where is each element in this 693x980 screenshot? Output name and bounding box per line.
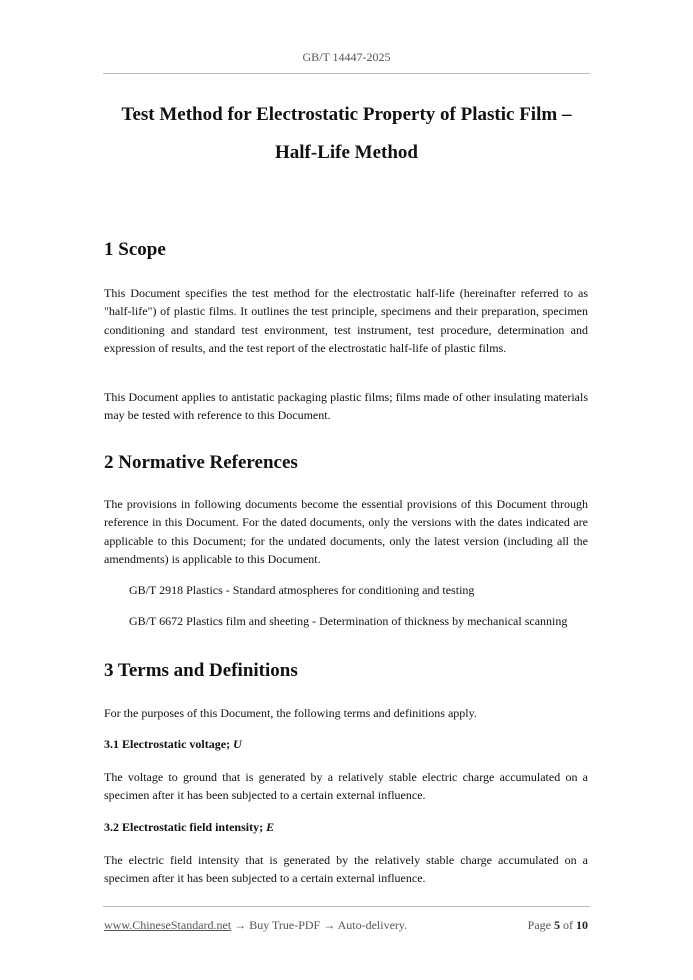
arrow-icon: →	[320, 918, 338, 932]
document-title-line1: Test Method for Electrostatic Property of Plastic Film –	[121, 104, 572, 125]
document-title-line2: Half-Life Method	[274, 142, 418, 163]
term-3-1-definition: The voltage to ground that is generated by a relatively stable electric charge accumulated on a specimen after it has been subjected to a certain external influence.	[104, 770, 588, 803]
normative-paragraph: The provisions in following documents become the essential provisions of this Document through reference in this Document. For the dated documents, only the versions with the dates indicated are applicable to this Document; for the undated documents, only the latest version (including all the amendments) is applicable to this Document.	[104, 497, 588, 566]
term-3-1-symbol: U	[233, 737, 242, 751]
term-3-1-label: 3.1 Electrostatic voltage;	[104, 737, 234, 751]
scope-paragraph-1: This Document specifies the test method for the electrostatic half-life (hereinafter referred to as "half-life") of plastic films. It outlines the test principle, specimens and their preparation, specimen conditioning and standard test environment, test instrument, test procedure, determination and expression of results, and the test report of the electrostatic half-life of plastic films.	[104, 286, 588, 355]
normative-reference-1: GB/T 2918 Plastics - Standard atmospheres for conditioning and testing	[129, 583, 475, 597]
term-3-1-title	[104, 737, 242, 752]
page-total: 10	[576, 918, 588, 932]
page-prefix: Page	[527, 918, 554, 932]
document-id-header: GB/T 14447-2025	[302, 50, 391, 64]
section-heading-terms-definitions: 3 Terms and Definitions	[104, 660, 298, 681]
section-heading-scope: 1 Scope	[104, 239, 166, 260]
footer-divider	[103, 906, 590, 907]
term-3-2-symbol: E	[266, 820, 275, 834]
page-footer	[104, 918, 588, 933]
arrow-icon: →	[231, 918, 250, 932]
term-3-2-definition: The electric field intensity that is generated by the relatively stable charge accumulated on a specimen after it has been subjected to a certain external influence.	[104, 853, 588, 886]
website-link[interactable]: www.ChineseStandard.net	[104, 918, 232, 932]
header-divider	[103, 73, 590, 74]
buy-pdf-link[interactable]: Buy True-PDF	[249, 918, 321, 932]
scope-paragraph-2: This Document applies to antistatic packaging plastic films; films made of other insulating materials may be tested with reference to this Document.	[104, 390, 588, 423]
normative-reference-2: GB/T 6672 Plastics film and sheeting - Determination of thickness by mechanical scanning	[129, 614, 568, 628]
page-current: 5	[554, 918, 560, 932]
term-3-2-label: 3.2 Electrostatic field intensity;	[104, 820, 267, 834]
section-heading-normative-references: 2 Normative References	[104, 452, 298, 473]
page-indicator	[528, 918, 588, 933]
term-3-2-title	[104, 820, 274, 835]
terms-intro: For the purposes of this Document, the following terms and definitions apply.	[104, 706, 477, 720]
page-of: of	[560, 918, 576, 932]
auto-delivery-text: Auto-delivery.	[337, 918, 408, 932]
